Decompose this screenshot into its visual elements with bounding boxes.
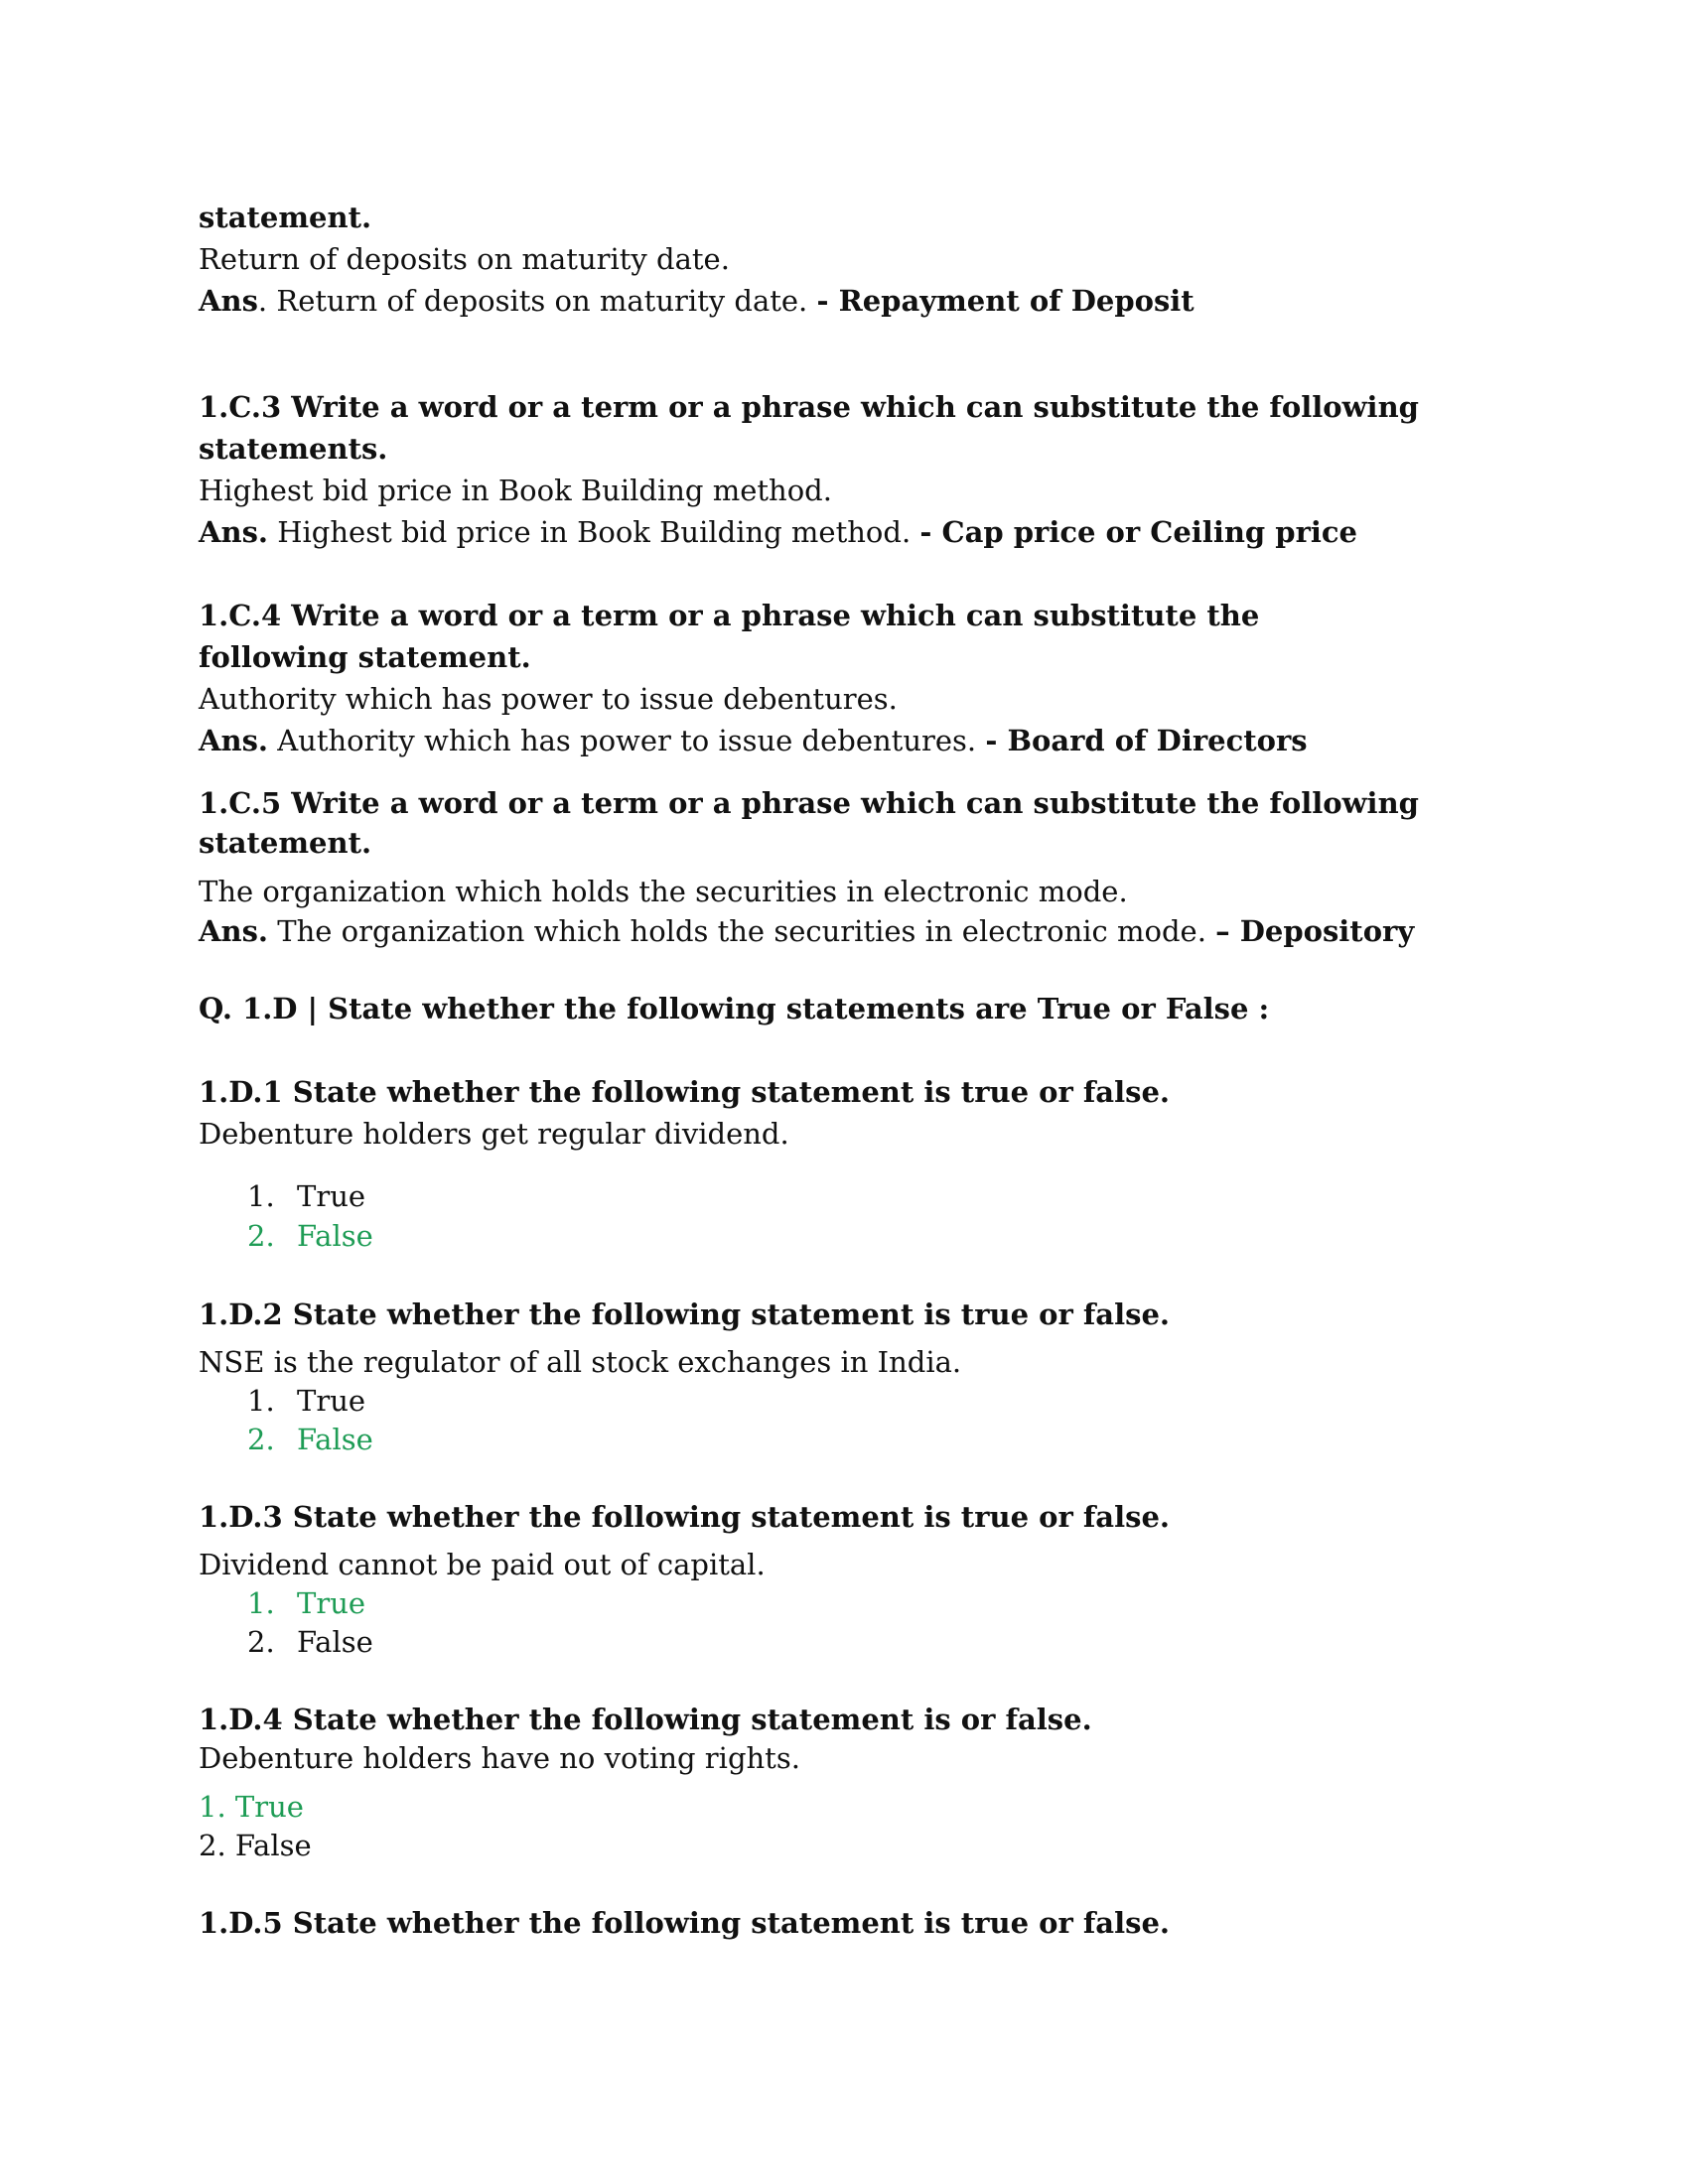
answer-term: - Repayment of Deposit <box>816 284 1195 318</box>
option-number: 2. <box>247 1219 275 1253</box>
c4-heading-line1: 1.C.4 Write a word or a term or a phrase which can substitute the <box>199 599 1260 632</box>
d3-option-false <box>247 1622 373 1662</box>
d3-statement: Dividend cannot be paid out of capital. <box>199 1548 766 1581</box>
c5-answer <box>199 911 1414 951</box>
d1-heading: 1.D.1 State whether the following statement is true or false. <box>199 1075 1170 1109</box>
c2-answer <box>199 281 1195 321</box>
answer-text: Authority which has power to issue debentures. <box>268 724 977 757</box>
option-label: False <box>297 1625 373 1659</box>
option-number: 2. <box>247 1423 275 1456</box>
d1-option-false-correct <box>247 1216 373 1256</box>
d2-option-false-correct <box>247 1420 373 1459</box>
option-number: 1. <box>247 1179 275 1213</box>
answer-text: The organization which holds the securities in electronic mode. <box>268 914 1206 948</box>
c5-heading-line1: 1.C.5 Write a word or a term or a phrase which can substitute the following <box>199 786 1419 820</box>
answer-label: Ans. <box>199 914 269 948</box>
d3-option-true-correct <box>247 1583 365 1623</box>
answer-text: Highest bid price in Book Building method. <box>268 515 912 549</box>
option-label: False <box>297 1423 373 1456</box>
c2-heading-tail: statement. <box>199 201 372 234</box>
d5-heading: 1.D.5 State whether the following statement is true or false. <box>199 1906 1170 1940</box>
c4-answer <box>199 721 1308 760</box>
d2-heading: 1.D.2 State whether the following statement is true or false. <box>199 1297 1170 1331</box>
option-number: 1. <box>247 1384 275 1418</box>
option-label: True <box>297 1586 366 1620</box>
d2-option-true <box>247 1381 365 1421</box>
d4-heading: 1.D.4 State whether the following statement is or false. <box>199 1703 1092 1736</box>
option-label: False <box>297 1219 373 1253</box>
d1-option-true <box>247 1176 365 1216</box>
c2-statement: Return of deposits on maturity date. <box>199 242 730 276</box>
d4-option-false: 2. False <box>199 1829 312 1862</box>
c4-heading-line2: following statement. <box>199 640 531 674</box>
option-number: 2. <box>247 1625 275 1659</box>
d4-option-true-correct: 1. True <box>199 1790 304 1824</box>
d1-statement: Debenture holders get regular dividend. <box>199 1117 789 1151</box>
c3-heading-line2: statements. <box>199 432 388 466</box>
answer-label: Ans. <box>199 515 269 549</box>
option-label: True <box>297 1179 366 1213</box>
answer-text: . Return of deposits on maturity date. <box>257 284 808 318</box>
answer-term: - Board of Directors <box>985 724 1308 757</box>
d4-statement: Debenture holders have no voting rights. <box>199 1741 800 1775</box>
option-number: 1. <box>247 1586 275 1620</box>
c3-heading-line1: 1.C.3 Write a word or a term or a phrase which can substitute the following <box>199 390 1419 424</box>
c5-statement: The organization which holds the securities in electronic mode. <box>199 875 1128 908</box>
c5-heading-line2: statement. <box>199 826 372 860</box>
answer-label: Ans <box>199 284 258 318</box>
answer-label: Ans. <box>199 724 269 757</box>
option-label: True <box>297 1384 366 1418</box>
c3-statement: Highest bid price in Book Building method. <box>199 474 832 507</box>
d3-heading: 1.D.3 State whether the following statement is true or false. <box>199 1500 1170 1534</box>
c4-statement: Authority which has power to issue debentures. <box>199 682 898 716</box>
answer-term: – Depository <box>1215 914 1415 948</box>
answer-term: - Cap price or Ceiling price <box>919 515 1357 549</box>
section-d-title: Q. 1.D | State whether the following statements are True or False : <box>199 992 1270 1025</box>
d2-statement: NSE is the regulator of all stock exchanges in India. <box>199 1345 962 1379</box>
c3-answer <box>199 512 1357 552</box>
